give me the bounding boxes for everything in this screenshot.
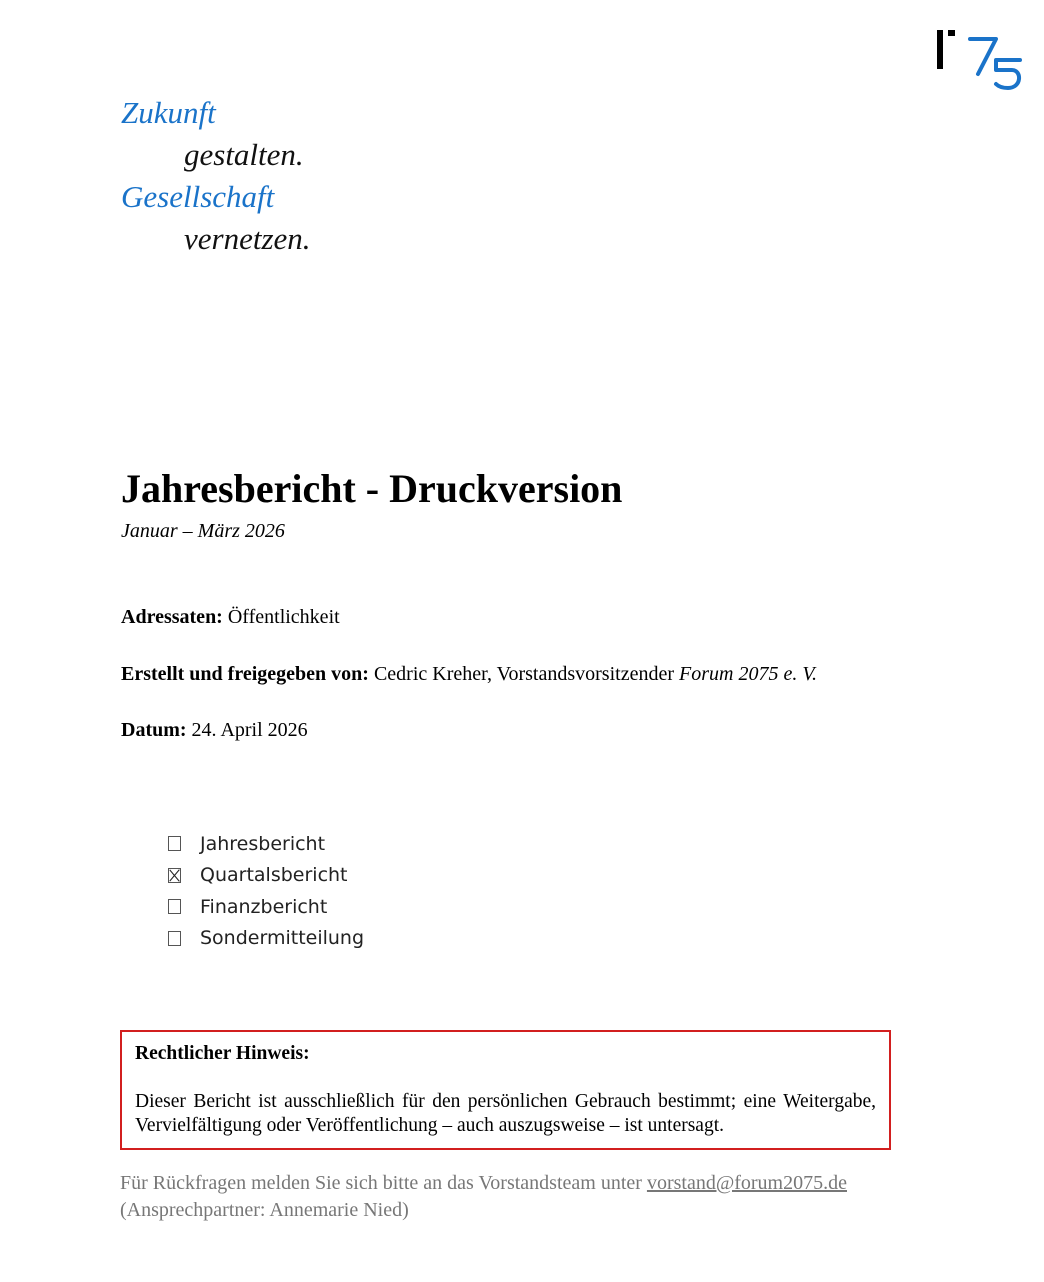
- recipients-label: Adressaten:: [121, 606, 223, 628]
- author-value: Cedric Kreher, Vorstandsvorsitzender: [373, 662, 674, 685]
- checklist-item-finanzbericht[interactable]: [166, 891, 364, 923]
- recipients-row: [121, 603, 817, 631]
- checkbox-checked-icon[interactable]: [168, 868, 181, 883]
- legal-notice-box: [120, 1030, 891, 1150]
- checklist-item-jahresbericht[interactable]: [166, 828, 364, 860]
- author-organization: Forum 2075 e. V.: [679, 662, 817, 685]
- contact-text: Für Rückfragen melden Sie sich bitte an das Vorstandsteam unter: [120, 1172, 647, 1194]
- checkbox-icon[interactable]: [168, 931, 181, 946]
- slogan-line-vernetzen: vernetzen.: [184, 221, 311, 256]
- slogan-line-zukunft: Zukunft: [121, 95, 216, 130]
- date-row: [121, 716, 817, 744]
- checklist-item-quartalsbericht[interactable]: [166, 860, 364, 892]
- recipients-value: Öffentlichkeit: [227, 606, 340, 628]
- checkbox-icon[interactable]: [168, 899, 181, 914]
- contact-person: (Ansprechpartner: Annemarie Nied): [120, 1199, 409, 1221]
- date-value: 24. April 2026: [191, 719, 308, 741]
- slogan-line-gesellschaft: Gesellschaft: [121, 179, 275, 214]
- checklist-label: Finanzbericht: [200, 895, 328, 918]
- report-period: Januar – März 2026: [121, 520, 285, 542]
- date-label: Datum:: [121, 719, 187, 741]
- checklist-label: Sondermitteilung: [200, 927, 365, 950]
- contact-footer: [120, 1170, 847, 1224]
- author-row: [121, 660, 817, 688]
- author-label: Erstellt und freigegeben von:: [121, 662, 369, 685]
- f75-logo-icon: [934, 26, 1024, 94]
- slogan: [121, 92, 311, 260]
- legal-notice-heading: Rechtlicher Hinweis:: [135, 1043, 310, 1064]
- meta-info: [121, 603, 817, 773]
- checklist-label: Quartalsbericht: [200, 864, 348, 887]
- checklist-label: Jahresbericht: [200, 832, 326, 855]
- legal-notice-text: Dieser Bericht ist ausschließlich für den persönlichen Gebrauch bestimmt; eine Weitergabe, Vervielfältigung oder Veröffentlichung – auch auszugsweise – ist untersagt.: [135, 1091, 876, 1136]
- checkbox-icon[interactable]: [168, 836, 181, 851]
- page-title: Jahresbericht - Druckversion: [121, 466, 623, 511]
- email-link[interactable]: vorstand@forum2075.de: [646, 1172, 847, 1194]
- contact-line: [120, 1170, 847, 1197]
- report-type-checklist: [166, 828, 364, 954]
- slogan-line-gestalten: gestalten.: [184, 137, 304, 172]
- title-block: [121, 464, 622, 544]
- checklist-item-sondermitteilung[interactable]: [166, 923, 364, 955]
